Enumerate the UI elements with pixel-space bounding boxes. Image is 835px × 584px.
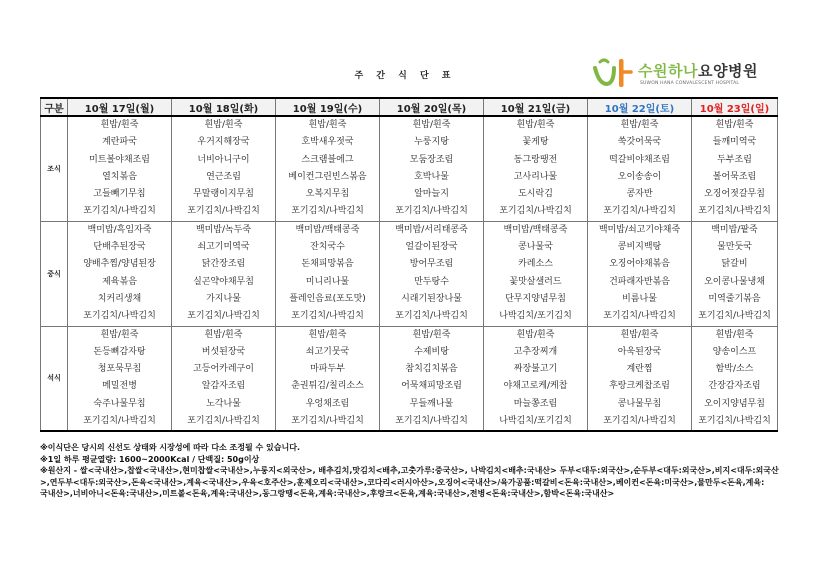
menu-cell [380,326,484,431]
menu-cell [692,116,778,221]
notes-section [40,442,780,500]
menu-cell [588,221,692,326]
menu-item: 간장감자조림 [708,381,761,392]
menu-item: 오이지양념무침 [704,398,765,409]
menu-item: 포기김치/나박김치 [603,416,676,427]
menu-item: 콩나물무침 [617,398,662,409]
menu-item: 고들빼기무침 [93,189,146,200]
menu-item: 미역줄기볶음 [708,293,761,304]
meal-row [41,116,778,221]
menu-item: 청포묵무침 [97,364,142,375]
meal-row [41,221,778,326]
day-header-saturday: 10월 22일(토) [588,98,692,116]
menu-item: 떡갈비야채조림 [609,154,670,165]
menu-item: 방어무조림 [409,259,454,270]
menu-item: 닭갈비 [721,259,748,270]
menu-item: 포기김치/나박김치 [291,311,364,322]
menu-item: 야채고로케/케찹 [503,381,568,392]
menu-item: 물만둣국 [717,242,752,253]
note-freshness: ※이식단은 당시의 신선도 상태와 시장성에 따라 다소 조정될 수 있습니다. [40,443,300,452]
menu-item: 카레소스 [518,259,553,270]
menu-item: 오이콩나물냉채 [704,276,765,287]
hospital-name-part2: 요양병원 [697,62,758,80]
corner-header: 구분 [41,98,68,116]
menu-item: 백미밥/흑임자죽 [87,224,152,235]
menu-item: 아욱된장국 [617,346,662,357]
meal-label: 중식 [41,221,68,326]
menu-item: 플레인음료(포도맛) [289,293,366,304]
menu-item: 꽃게탕 [522,137,549,148]
menu-item: 포기김치/나박김치 [395,206,468,217]
menu-item: 포기김치/나박김치 [698,416,771,427]
menu-item: 포기김치/나박김치 [698,311,771,322]
menu-item: 호박새우젓국 [301,137,354,148]
menu-cell [692,221,778,326]
menu-item: 춘권튀김/칠리소스 [291,381,364,392]
menu-item: 모둠장조림 [409,154,454,165]
menu-item: 포기김치/나박김치 [395,416,468,427]
day-header: 10월 18일(화) [172,98,276,116]
note-origin: ※원산지 - 쌀<국내산>,찹쌀<국내산>,현미찹쌀<국내산>,누룽지<외국산>, 배추김치,맛김치<배추,고춧가루:중국산>, 나박김치<배추:국내산> 두부<대두:외국산>,순두부<대두:외국산>,비지<대두:외국산>,연두부<대두:외국산>,돈육<국내산>,계육<국내산>,우육<호주산>,훈제오리<국내산>,코다리<러시아산>,오징어<국내산>/육가공품:떡갈비<돈육:국내산>,베이컨<돈육:미국산>,물만두<돈육,계육:국내산>,너비아니<돈육:국내산>,미트볼<돈육,계육:국내산>,동그랑땡<돈육,계육:국내산>,후랑크<돈육,계육:국내산>,전병<돈육:국내산>,함박<돈육:국내산> [40,466,779,498]
menu-item: 흰밥/흰죽 [308,120,347,130]
menu-item: 어묵채피망조림 [401,381,462,392]
menu-item: 콩나물국 [518,242,553,253]
menu-cell [276,221,380,326]
menu-item: 오이송송이 [617,171,662,182]
hospital-name [638,60,758,81]
day-header: 10월 20일(목) [380,98,484,116]
hospital-name-part1: 수원하나 [638,62,698,80]
menu-item: 흰밥/흰죽 [204,329,243,340]
menu-item: 백미밥/녹두죽 [195,224,252,235]
menu-item: 호박나물 [414,171,449,182]
menu-item: 계란찜 [626,364,653,375]
menu-item: 숙주나물무침 [93,398,146,409]
menu-cell [68,221,172,326]
menu-item: 콩비지백탕 [617,242,662,253]
menu-item: 나박김치/포기김치 [499,416,572,427]
menu-cell [692,326,778,431]
menu-item: 포기김치/나박김치 [83,416,156,427]
menu-item: 포기김치/나박김치 [395,311,468,322]
header-row [41,98,778,116]
menu-item: 흰밥/흰죽 [100,329,139,340]
menu-item: 마늘쫑조림 [513,398,558,409]
menu-item: 짜장불고기 [513,364,558,375]
menu-item: 고추장찌개 [513,346,558,357]
menu-item: 백미밥/백태콩죽 [503,224,568,235]
menu-item: 참치김치볶음 [405,364,458,375]
menu-item: 함박/소스 [715,364,754,375]
menu-item: 흰밥/흰죽 [412,120,451,130]
menu-item: 포기김치/나박김치 [187,416,260,427]
menu-item: 오복지무침 [305,189,350,200]
menu-item: 제육볶음 [102,276,137,287]
menu-cell [172,116,276,221]
menu-item: 포기김치/나박김치 [603,206,676,217]
menu-item: 흰밥/흰죽 [412,329,451,340]
menu-item: 콩자반 [626,189,653,200]
menu-item: 만두탕수 [414,276,449,287]
menu-cell [172,326,276,431]
menu-item: 쑥갓어묵국 [617,137,662,148]
menu-item: 포기김치/나박김치 [83,311,156,322]
page-title: 주 간 식 단 표 [354,71,456,81]
menu-item: 닭간장조림 [201,259,246,270]
menu-cell [484,326,588,431]
menu-item: 쇠고기뭇국 [305,346,350,357]
menu-item: 포기김치/나박김치 [187,311,260,322]
menu-item: 시래기된장나물 [401,293,462,304]
menu-item: 우거지해장국 [197,137,250,148]
menu-item: 미니리나물 [305,276,350,287]
menu-item: 포기김치/나박김치 [291,206,364,217]
menu-item: 흰밥/흰죽 [516,329,555,340]
menu-item: 돈등뼈감자탕 [93,346,146,357]
menu-item: 백미밥/서리태콩죽 [395,224,468,235]
menu-cell [276,116,380,221]
menu-item: 포기김치/나박김치 [499,206,572,217]
hospital-logo [592,54,792,94]
menu-item: 비름나물 [622,293,657,304]
menu-item: 돈채피망볶음 [301,259,354,270]
menu-item: 포기김치/나박김치 [698,206,771,217]
menu-item: 흰밥/흰죽 [516,120,555,130]
menu-item: 흰밥/흰죽 [308,329,347,340]
menu-item: 도시락김 [518,189,553,200]
menu-item: 고등어카레구이 [193,364,254,375]
menu-item: 포기김치/나박김치 [187,206,260,217]
menu-item: 동그랑땡전 [513,154,558,165]
menu-item: 포기김치/나박김치 [83,206,156,217]
menu-cell [588,116,692,221]
menu-item: 무들깨나물 [409,398,454,409]
menu-cell [68,116,172,221]
menu-item: 백미밥/쇠고기야채죽 [598,224,681,235]
menu-item: 메밀전병 [102,381,137,392]
menu-item: 흰밥/흰죽 [715,329,754,340]
menu-cell [484,221,588,326]
menu-cell [68,326,172,431]
menu-item: 흰밥/흰죽 [100,120,139,130]
menu-item: 포기김치/나박김치 [291,416,364,427]
meal-label: 조식 [41,116,68,221]
menu-item: 들깨미역국 [712,137,757,148]
menu-item: 수제비탕 [414,346,449,357]
menu-item: 얼갈이된장국 [405,242,458,253]
menu-cell [276,326,380,431]
menu-item: 치커리생채 [97,293,142,304]
menu-item: 흰밥/흰죽 [620,329,659,340]
menu-item: 건파래자반볶음 [609,276,670,287]
menu-cell [172,221,276,326]
day-header: 10월 19일(수) [276,98,380,116]
menu-item: 연근조림 [206,171,241,182]
day-header: 10월 21일(금) [484,98,588,116]
menu-item: 베이컨그린빈스볶음 [288,171,367,182]
hospital-logo-icon [592,54,634,92]
menu-item: 흰밥/흰죽 [204,120,243,130]
menu-item: 백미밥/팥죽 [711,224,758,235]
menu-item: 알마늘지 [414,189,449,200]
day-header: 10월 17일(월) [68,98,172,116]
menu-item: 미트볼야채조림 [89,154,150,165]
menu-item: 무말랭이지무침 [193,189,254,200]
note-calories: ※1일 하루 평균열량: 1600~2000Kcal / 단백질: 50g이상 [40,454,260,464]
menu-item: 볼어묵조림 [712,171,757,182]
menu-item: 마파두부 [310,364,345,375]
menu-item: 누룽지탕 [414,137,449,148]
menu-cell [588,326,692,431]
menu-item: 양배추찜/양념된장 [83,259,156,270]
menu-item: 열치볶음 [102,171,137,182]
menu-item: 쇠고기미역국 [197,242,250,253]
menu-item: 너비아니구이 [197,154,250,165]
menu-item: 흰밥/흰죽 [620,120,659,130]
meal-label: 석식 [41,326,68,431]
meal-row [41,326,778,431]
menu-cell [484,116,588,221]
menu-item: 양송이스프 [712,346,757,357]
menu-item: 포기김치/나박김치 [603,311,676,322]
weekly-menu-table [40,97,778,432]
menu-item: 후랑크케찹조림 [609,381,670,392]
menu-item: 단무지양념무침 [505,293,566,304]
menu-item: 계란파국 [102,137,137,148]
hospital-subtitle: SUWON HANA CONVALESCENT HOSPITAL [640,81,740,86]
menu-item: 우엉채조림 [305,398,350,409]
menu-item: 고사리나물 [513,171,558,182]
menu-item: 버섯된장국 [201,346,246,357]
menu-item: 오징어야채볶음 [609,259,670,270]
menu-item: 나박김치/포기김치 [499,311,572,322]
menu-item: 흰밥/흰죽 [715,120,754,130]
menu-cell [380,116,484,221]
menu-item: 백미밥/백태콩죽 [295,224,360,235]
menu-item: 실곤약야채무침 [193,276,254,287]
menu-item: 가지나물 [206,293,241,304]
menu-item: 노각나물 [206,398,241,409]
menu-item: 스크램블에그 [301,154,354,165]
day-header-sunday: 10월 23일(일) [692,98,778,116]
menu-item: 잔치국수 [310,242,345,253]
menu-item: 두부조림 [717,154,752,165]
menu-item: 오징어젓갈무침 [704,189,765,200]
menu-item: 알감자조림 [201,381,246,392]
menu-item: 꽃맛살샐러드 [509,276,562,287]
menu-cell [380,221,484,326]
menu-item: 단배추된장국 [93,242,146,253]
